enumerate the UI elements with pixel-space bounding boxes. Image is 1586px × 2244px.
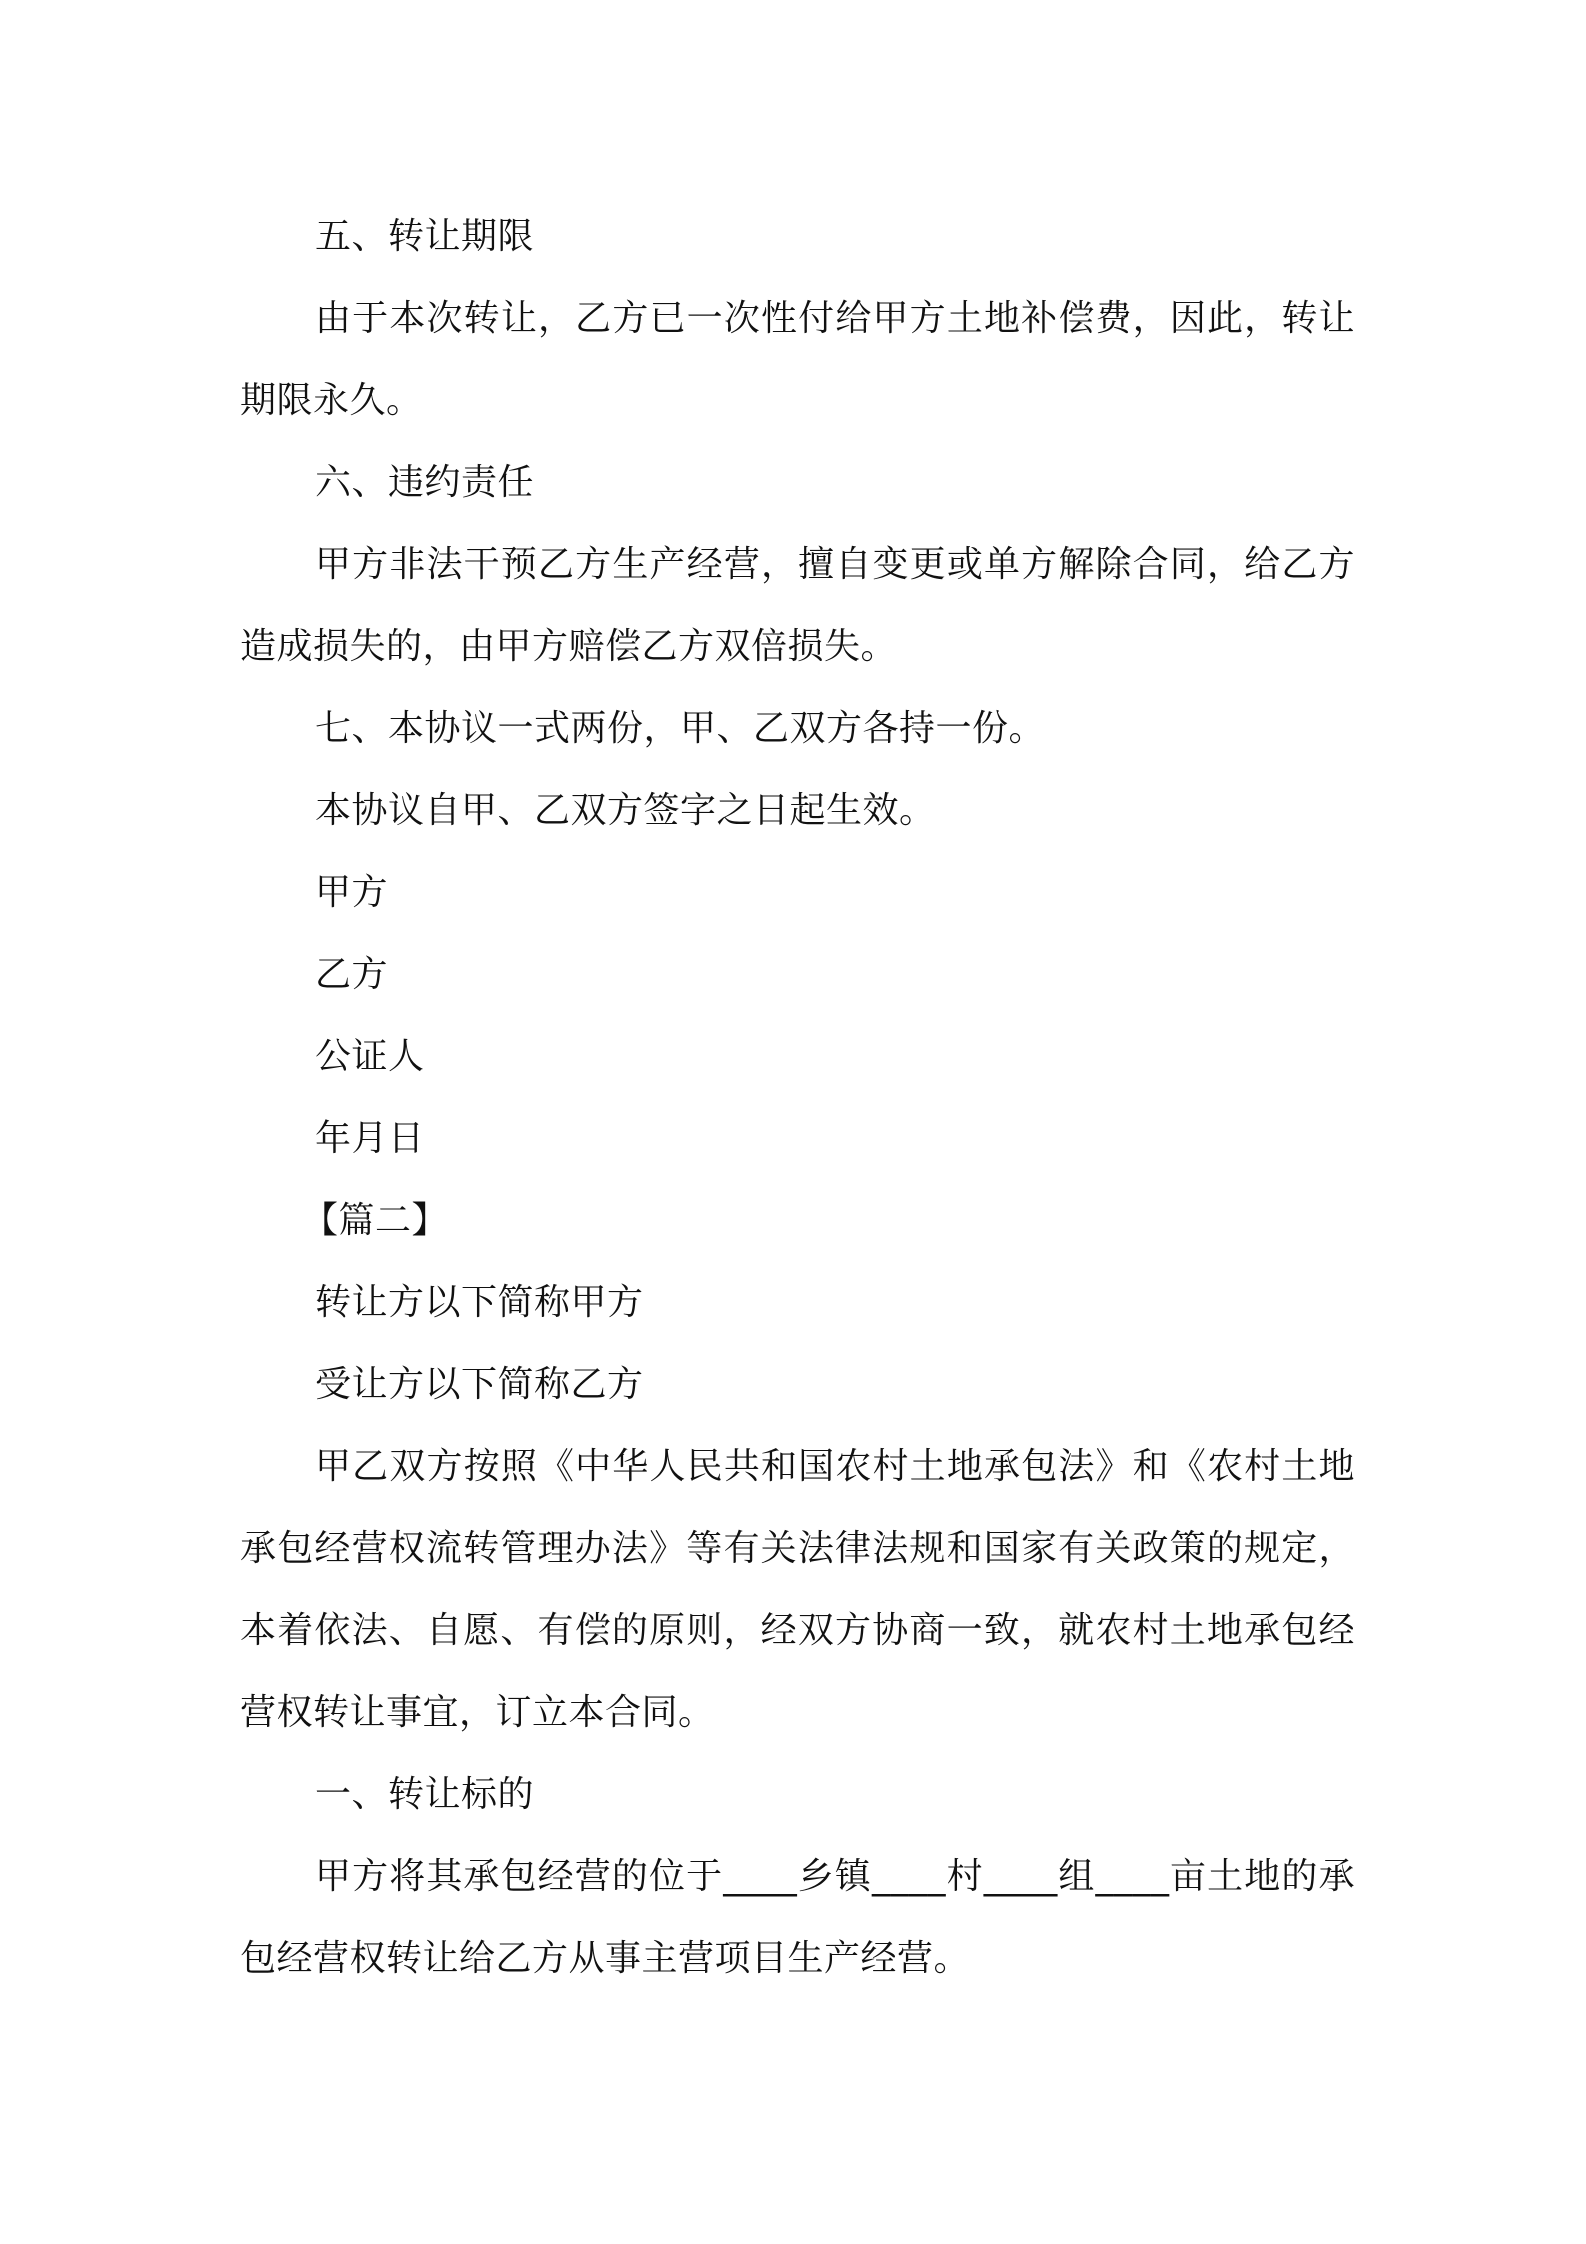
signature-party-a: 甲方 [315,872,389,913]
signature-notary: 公证人 [315,1036,425,1077]
paragraph-copies: 七、本协议一式两份，甲、乙双方各持一份。 [315,708,1046,749]
paragraph-transfer-term: 由于本次转让，乙方已一次性付给甲方土地补偿费，因此，转让期限永久。 [240,298,1355,421]
paragraph-subject: 甲方将其承包经营的位于____乡镇____村____组____亩土地的承包经营权转让给乙方从事主营项目生产经营。 [240,1856,1355,1979]
signature-party-b: 乙方 [315,954,389,995]
line-transferee: 受让方以下简称乙方 [315,1364,644,1405]
section-title-part-two: 【篇二】 [302,1200,449,1241]
paragraph-effective: 本协议自甲、乙双方签字之日起生效。 [315,790,936,831]
heading-transfer-term: 五、转让期限 [315,216,535,257]
heading-subject: 一、转让标的 [315,1774,535,1815]
signature-date: 年月日 [315,1118,425,1159]
line-transferor: 转让方以下简称甲方 [315,1282,644,1323]
heading-liability: 六、违约责任 [315,462,535,503]
document-body [240,196,1355,2000]
paragraph-preamble: 甲乙双方按照《中华人民共和国农村土地承包法》和《农村土地承包经营权流转管理办法》等有关法律法规和国家有关政策的规定，本着依法、自愿、有偿的原则，经双方协商一致，就农村土地承包经营权转让事宜，订立本合同。 [240,1446,1355,1733]
paragraph-liability: 甲方非法干预乙方生产经营，擅自变更或单方解除合同，给乙方造成损失的，由甲方赔偿乙方双倍损失。 [240,544,1355,667]
